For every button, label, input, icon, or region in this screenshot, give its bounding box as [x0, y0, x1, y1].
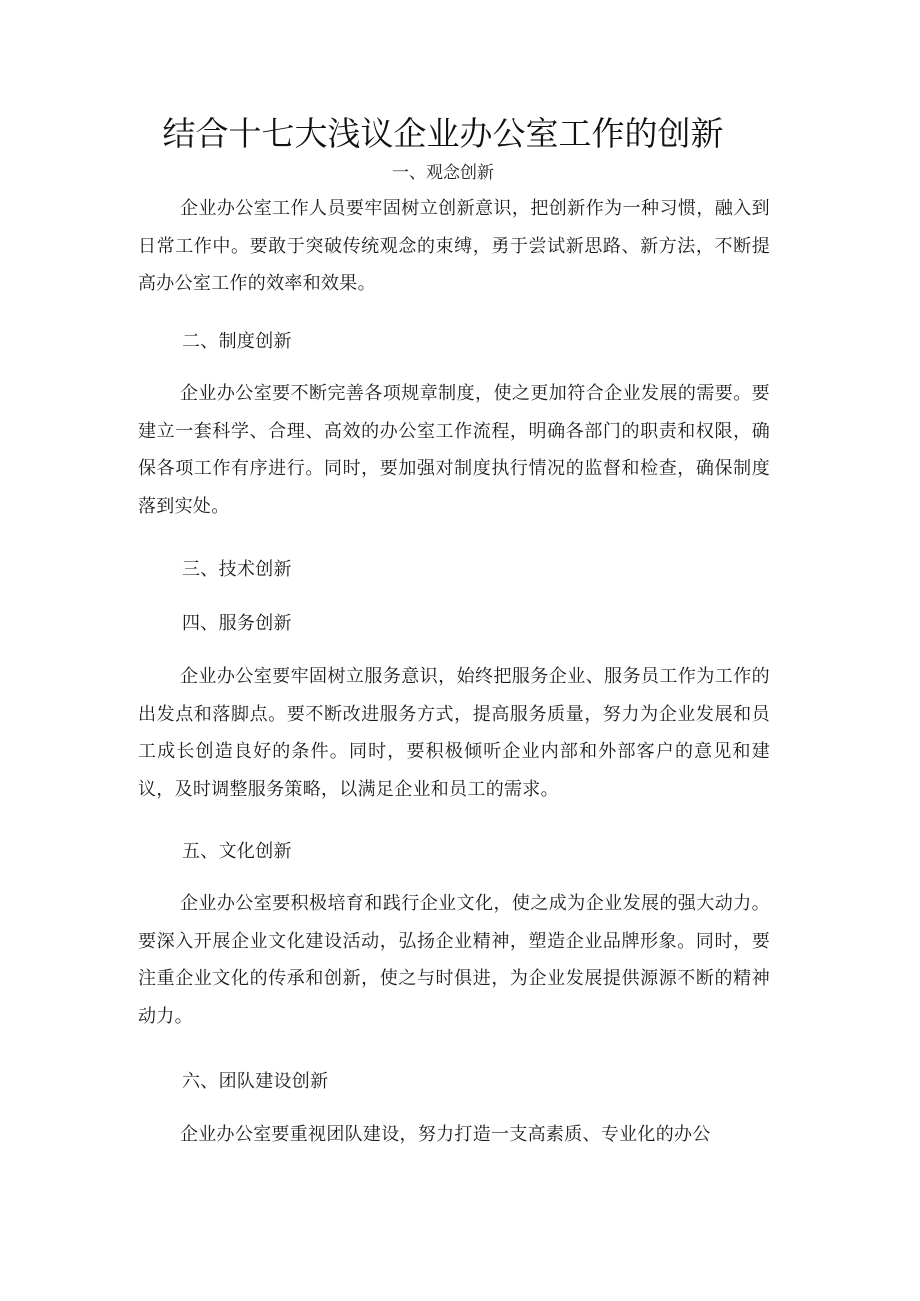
paragraph-6: 企业办公室要重视团队建设，努力打造一支高素质、专业化的办公: [179, 1124, 711, 1145]
section-heading-4: 四、服务创新: [182, 613, 292, 634]
section-heading-1: 一、观念创新: [392, 163, 494, 183]
paragraph-1: 企业办公室工作人员要牢固树立创新意识，把创新作为一种习惯，融入到日常工作中。要敢于突破传统观念的束缚，勇于尝试新思路、新方法，不断提高办公室工作的效率和效果。: [138, 198, 770, 294]
paragraph-2: 企业办公室要不断完善各项规章制度，使之更加符合企业发展的需要。要建立一套科学、合理、高效的办公室工作流程，明确各部门的职责和权限，确保各项工作有序进行。同时，要加强对制度执行情况的监督和检查，确保制度落到实处。: [138, 383, 770, 517]
section-heading-2: 二、制度创新: [182, 331, 292, 352]
section-heading-3: 三、技术创新: [182, 559, 292, 580]
section-heading-6: 六、团队建设创新: [182, 1071, 329, 1092]
section-heading-5: 五、文化创新: [182, 841, 292, 862]
paragraph-4: 企业办公室要牢固树立服务意识，始终把服务企业、服务员工作为工作的出发点和落脚点。要不断改进服务方式，提高服务质量，努力为企业发展和员工成长创造良好的条件。同时，要积极倾听企业内部和外部客户的意见和建议，及时调整服务策略，以满足企业和员工的需求。: [138, 666, 770, 800]
document-title: 结合十七大浅议企业办公室工作的创新: [162, 114, 724, 153]
paragraph-5: 企业办公室要积极培育和践行企业文化，使之成为企业发展的强大动力。要深入开展企业文化建设活动，弘扬企业精神，塑造企业品牌形象。同时，要注重企业文化的传承和创新，使之与时俱进，为企业发展提供源源不断的精神动力。: [138, 893, 770, 1027]
